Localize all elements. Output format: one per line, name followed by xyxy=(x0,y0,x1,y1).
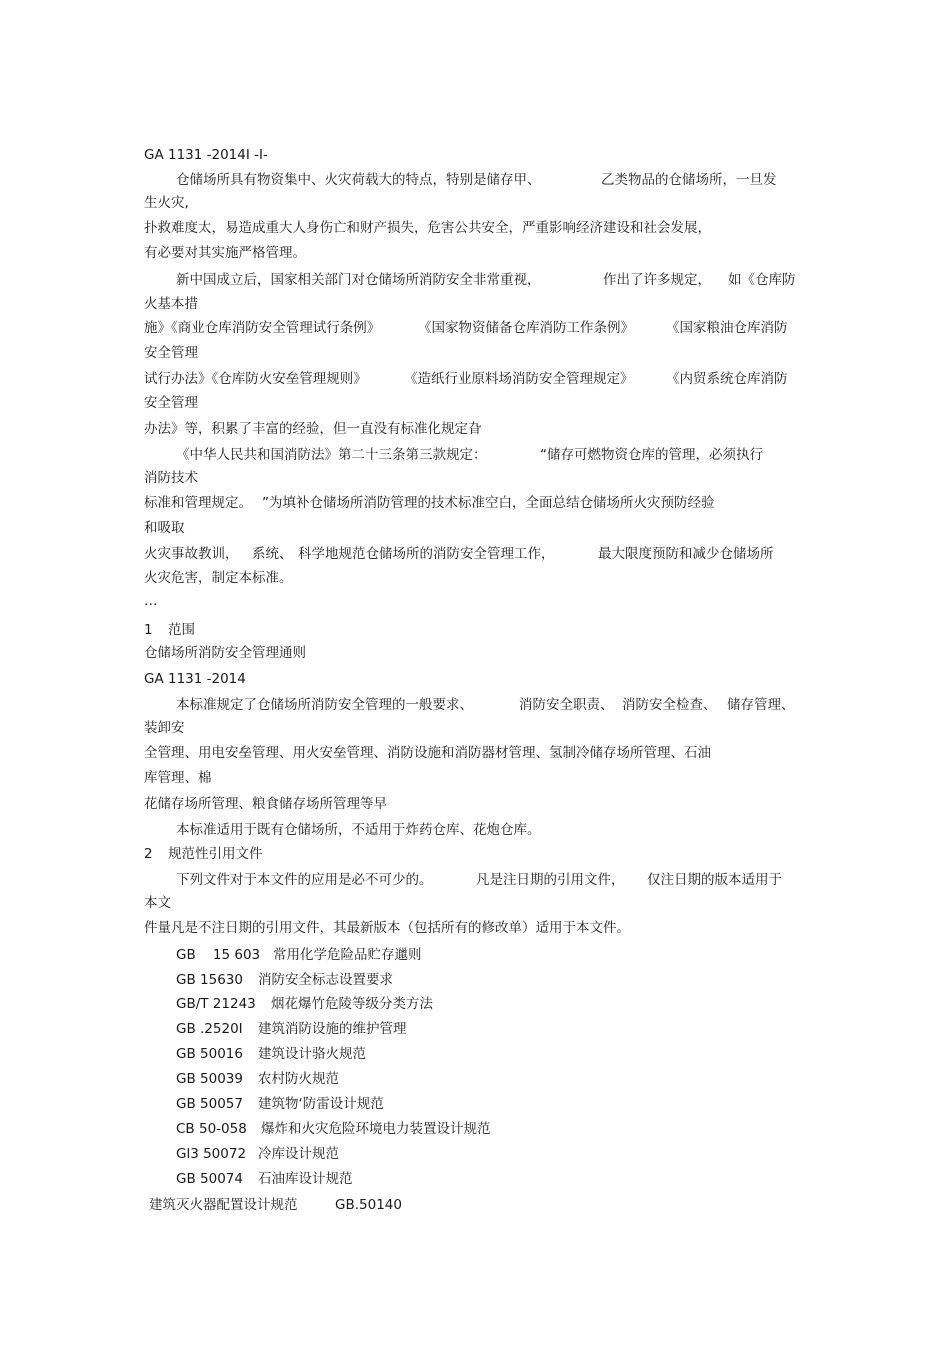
text-line: 系统、 xyxy=(252,546,293,562)
reference-code: GB.50140 xyxy=(335,1197,402,1213)
reference-code: GB 50057 xyxy=(176,1096,243,1112)
text-line: 火基本措 xyxy=(144,296,198,312)
text-line: 如《仓库防 xyxy=(728,272,796,288)
reference-title: 烟花爆竹危陵等级分类方法 xyxy=(271,996,433,1012)
reference-title: 爆炸和火灾危险环境电力装置设计规范 xyxy=(261,1121,491,1137)
section-title: 范围 xyxy=(168,622,195,638)
text-line: 《内贸系统仓库消防 xyxy=(666,371,788,387)
reference-code: GB .2520I xyxy=(176,1021,243,1037)
reference-title: 石油库设计规范 xyxy=(258,1171,353,1187)
text-line: 施》《商业仓库消防安全管理试行条例》 xyxy=(144,320,381,336)
text-line: 全管理、用电安垒管理、用火安垒管理、消防设施和消防器材管理、氢制冷储存场所管理、石油 xyxy=(144,745,711,761)
reference-code: GB 15630 xyxy=(176,972,243,988)
reference-title: 建筑灭火器配置设计规范 xyxy=(149,1197,298,1213)
reference-code: CB 50-058 xyxy=(176,1121,247,1137)
text-line: 《国家物资储备仓库消防工作条例》 xyxy=(418,320,634,336)
text-line: 火灾危害，制定本标准。 xyxy=(144,570,293,586)
doc-header-code: GA 1131 -2014I -I- xyxy=(144,147,268,163)
text-line: 《中华人民共和国消防法》第二十三条第三款规定： xyxy=(176,447,487,463)
reference-code: GB 15 603 xyxy=(176,947,261,963)
text-line: 试行办法》《仓库防火安垒管理规则》 xyxy=(144,371,367,387)
text-line: 库管理、棉 xyxy=(144,770,212,786)
text-line: 消防安全检查、 xyxy=(622,697,717,713)
reference-title: 冷库设计规范 xyxy=(258,1146,339,1162)
text-line: 本标准适用于既有仓储场所，不适用于炸药仓库、花炮仓库。 xyxy=(176,822,541,838)
reference-code: GB 50039 xyxy=(176,1071,243,1087)
text-line: 最大限度预防和减少仓储场所 xyxy=(598,546,774,562)
section-number: 1 xyxy=(144,622,153,638)
reference-code: Gl3 50072 xyxy=(176,1146,247,1162)
text-line: 本文 xyxy=(144,895,171,911)
text-line: 仅注日期的版本适用于 xyxy=(647,872,782,888)
text-line: “储存可燃物资仓库的管理，必须执行 xyxy=(540,447,763,463)
text-line: 件量凡是不注日期的引用文件，其最新版本（包括所有的修改单）适用于本文件。 xyxy=(144,920,630,936)
text-line: 安全管理 xyxy=(144,345,198,361)
ellipsis: … xyxy=(144,593,158,609)
text-line: 消防安全职责、 xyxy=(519,697,614,713)
reference-code: GB/T 21243 xyxy=(176,996,256,1012)
text-line: 安全管理 xyxy=(144,395,198,411)
text-line: 《造纸行业原料场消防安全管理规定》 xyxy=(404,371,634,387)
text-line: 装卸安 xyxy=(144,720,185,736)
reference-title: 消防安全标志设置要求 xyxy=(258,972,393,988)
text-line: 新中国成立后，国家相关部门对仓储场所消防安全非常重视， xyxy=(176,272,541,288)
text-line: 乙类物品的仓储场所，一旦发 xyxy=(601,172,777,188)
text-line: 本标准规定了仓储场所消防安全管理的一般要求、 xyxy=(176,697,473,713)
text-line: 生火灾, xyxy=(144,195,189,211)
text-line: 扑救难度太，易造成重大人身伤亡和财产损失，危害公共安全，严重影响经济建设和社会发展， xyxy=(144,220,711,236)
standard-title: 仓储场所消防安全管理通则 xyxy=(144,645,306,661)
standard-code: GA 1131 -2014 xyxy=(144,671,246,687)
text-line: 有必要对其实施严格管理。 xyxy=(144,245,306,261)
text-line: 科学地规范仓储场所的消防安全管理工作， xyxy=(298,546,555,562)
reference-title: 常用化学危险品贮存邋则 xyxy=(273,947,422,963)
text-line: 办法》等，积累了丰富的经验，但一直没有标准化规定旮 xyxy=(144,421,482,437)
reference-title: 建筑消防设施的维护管理 xyxy=(258,1021,407,1037)
section-number: 2 xyxy=(144,846,153,862)
text-line: 《国家粮油仓库消防 xyxy=(666,320,788,336)
text-line: 下列文件对于本文件的应用是必不可少的。 xyxy=(176,872,433,888)
reference-title: 建筑物‘防雷设计规范 xyxy=(258,1096,384,1112)
reference-code: GB 50016 xyxy=(176,1046,243,1062)
text-line: 储存管理、 xyxy=(727,697,795,713)
text-line: 凡是注日期的引用文件， xyxy=(476,872,625,888)
reference-code: GB 50074 xyxy=(176,1171,243,1187)
text-line: 作出了许多规定， xyxy=(603,272,711,288)
text-line: ”为填补仓储场所消防管理的技术标准空白，全面总结仓储场所火灾预防经验 xyxy=(262,495,715,511)
text-line: 火灾事故教训， xyxy=(144,546,239,562)
text-line: 花储存场所管理、粮食储存场所管理等早 xyxy=(144,796,387,812)
text-line: 标准和管理规定。 xyxy=(144,495,252,511)
reference-title: 建筑设计骆火规范 xyxy=(258,1046,366,1062)
reference-title: 农村防火规范 xyxy=(258,1071,339,1087)
section-title: 规范性引用文件 xyxy=(168,846,263,862)
text-line: 消防技术 xyxy=(144,470,198,486)
text-line: 仓储场所具有物资集中、火灾荷载大的特点，特别是储存甲、 xyxy=(176,172,541,188)
text-line: 和吸取 xyxy=(144,520,185,536)
